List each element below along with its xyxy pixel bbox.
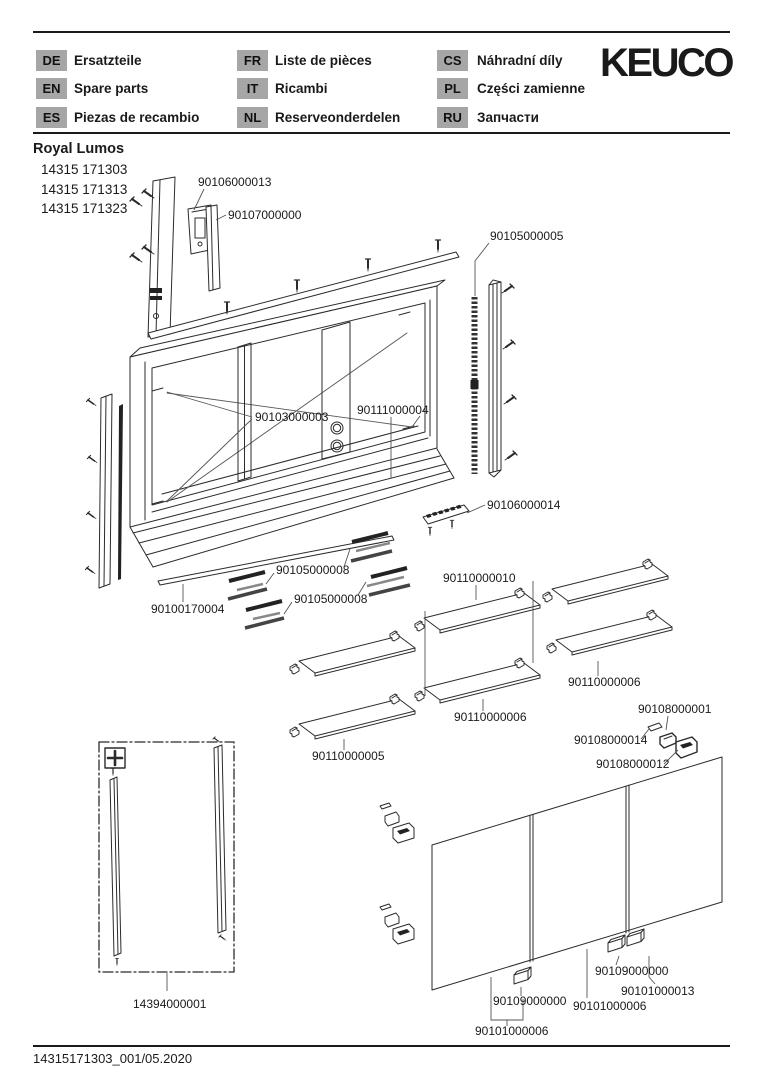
label-90106000013: 90106000013 bbox=[198, 175, 272, 189]
label-90108000001: 90108000001 bbox=[638, 702, 712, 716]
lang-badge-pl: PL bbox=[437, 78, 468, 99]
hinge-pad-part bbox=[648, 723, 662, 731]
label-90103000003: 90103000003 bbox=[255, 410, 329, 424]
lang-label-ru: Запчасти bbox=[477, 110, 539, 125]
led-strip-part bbox=[471, 297, 479, 474]
led-strip-left bbox=[118, 404, 123, 580]
label-90105000008-a: 90105000008 bbox=[276, 563, 350, 577]
label-90110000010: 90110000010 bbox=[443, 571, 516, 585]
hinge-clip-part bbox=[660, 733, 676, 748]
lang-label-it: Ricambi bbox=[275, 81, 328, 96]
lang-badge-es: ES bbox=[36, 107, 67, 128]
lang-label-fr: Liste de pièces bbox=[275, 53, 372, 68]
label-90108000014: 90108000014 bbox=[574, 733, 648, 747]
lang-badge-en: EN bbox=[36, 78, 67, 99]
hinge-parts bbox=[648, 723, 697, 758]
profile-strips bbox=[228, 533, 410, 628]
lang-badge-de: DE bbox=[36, 50, 67, 71]
model-number-3: 14315 171323 bbox=[41, 201, 128, 216]
terminal-strip-part bbox=[423, 505, 469, 536]
label-90110000006-right: 90110000006 bbox=[568, 675, 641, 689]
plus-icon bbox=[105, 748, 125, 768]
wall-mounting-rail bbox=[130, 177, 175, 337]
door-hinge-cluster-bottom bbox=[380, 904, 414, 944]
document-code: 14315171303_001/05.2020 bbox=[33, 1051, 193, 1066]
model-number-1: 14315 171303 bbox=[41, 162, 128, 177]
profile-cluster-a bbox=[228, 572, 267, 599]
keuco-logo: KEUCO bbox=[600, 41, 732, 85]
label-90105000008-b: 90105000008 bbox=[294, 592, 368, 606]
label-14394000001: 14394000001 bbox=[133, 997, 207, 1011]
lang-label-es: Piezas de recambio bbox=[74, 110, 200, 125]
label-90100170004: 90100170004 bbox=[151, 602, 225, 616]
lang-badge-it: IT bbox=[237, 78, 268, 99]
lang-badge-cs: CS bbox=[437, 50, 468, 71]
service-kit-box bbox=[99, 737, 234, 972]
side-panel-right bbox=[489, 280, 517, 477]
page-title: Royal Lumos bbox=[33, 141, 125, 157]
label-90109000000-left: 90109000000 bbox=[493, 994, 567, 1008]
label-90109000000-right: 90109000000 bbox=[595, 964, 669, 978]
lang-badge-ru: RU bbox=[437, 107, 468, 128]
label-90101000006-right: 90101000006 bbox=[573, 999, 647, 1013]
model-number-2: 14315 171313 bbox=[41, 182, 128, 197]
label-90111000004: 90111000004 bbox=[357, 403, 429, 417]
mirror-doors bbox=[432, 757, 722, 990]
lang-label-de: Ersatzteile bbox=[74, 53, 142, 68]
cover-profile-part bbox=[206, 205, 220, 291]
label-90106000014: 90106000014 bbox=[487, 498, 561, 512]
profile-cluster-b bbox=[245, 601, 284, 628]
lang-label-pl: Części zamienne bbox=[477, 81, 586, 96]
footer-rule bbox=[33, 1045, 730, 1047]
door-hinge-cluster-top bbox=[380, 803, 414, 843]
lang-label-en: Spare parts bbox=[74, 81, 149, 96]
profile-cluster-d bbox=[367, 568, 410, 595]
label-90105000005: 90105000005 bbox=[490, 229, 564, 243]
lang-badge-fr: FR bbox=[237, 50, 268, 71]
hinge-body-part bbox=[676, 737, 697, 758]
label-90110000005: 90110000005 bbox=[312, 749, 385, 763]
lang-label-cs: Náhradní díly bbox=[477, 53, 563, 68]
label-90101000006-left: 90101000006 bbox=[475, 1024, 549, 1038]
side-panel-left bbox=[85, 394, 123, 588]
label-90110000006-mid: 90110000006 bbox=[454, 710, 527, 724]
lang-badge-nl: NL bbox=[237, 107, 268, 128]
lang-label-nl: Reserveonderdelen bbox=[275, 110, 401, 125]
label-90108000012: 90108000012 bbox=[596, 757, 670, 771]
label-90107000000: 90107000000 bbox=[228, 208, 302, 222]
label-90101000013: 90101000013 bbox=[621, 984, 695, 998]
